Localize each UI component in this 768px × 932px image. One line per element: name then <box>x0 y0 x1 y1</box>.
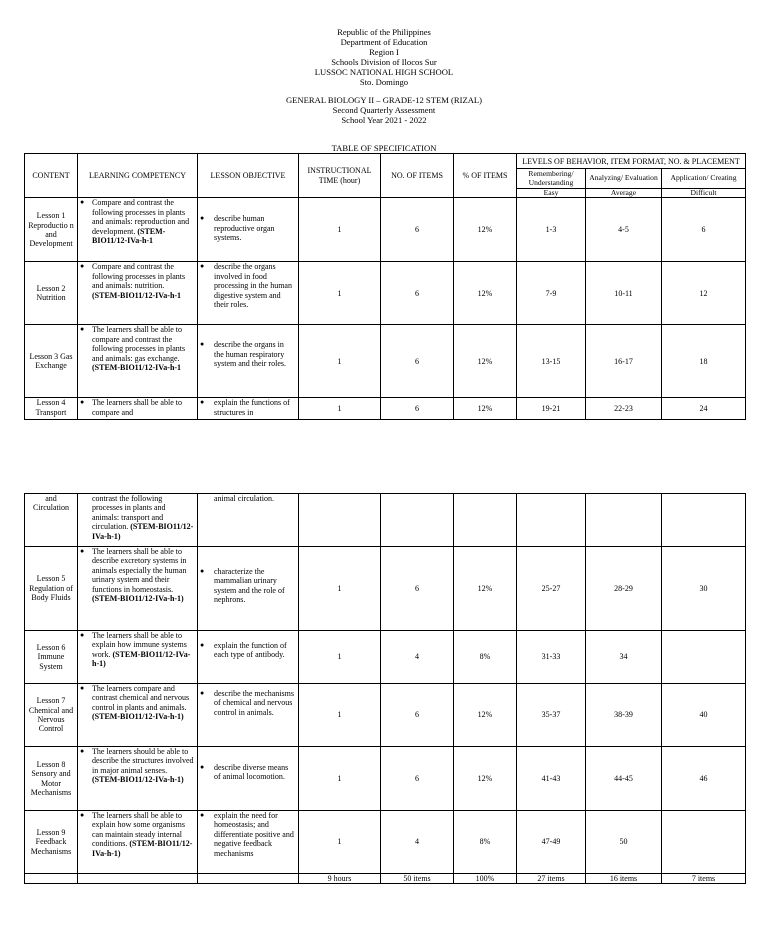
row-content: Lesson 3 Gas Exchange <box>25 325 78 398</box>
col-header-easy: Easy <box>517 189 586 198</box>
row-content: Lesson 2 Nutrition <box>25 262 78 325</box>
row-percent: 12% <box>454 325 517 398</box>
objective-item: ● describe the organs in the human respiratory system and their roles. <box>198 340 298 368</box>
col-header-competency: LEARNING COMPETENCY <box>78 154 198 198</box>
row-items: 6 <box>381 747 454 811</box>
total-percent: 100% <box>454 874 517 884</box>
competency-item: contrast the following processes in plants and animals: transport and circulation. (STEM-BIO11/12-IVa-h-1) <box>92 494 194 541</box>
row-difficult: 46 <box>662 747 746 811</box>
row-easy: 35-37 <box>517 684 586 747</box>
row-easy: 47-49 <box>517 811 586 874</box>
objective-item: ● describe the organs involved in food processing in the human digestive system and their roles. <box>198 262 298 309</box>
col-header-difficult: Difficult <box>662 189 746 198</box>
competency-item: ● The learners compare and contrast chemical and nervous control in plants and animals. (STEM-BIO11/12-IVa-h-1) <box>78 684 197 722</box>
row-percent: 8% <box>454 631 517 684</box>
col-header-items: NO. OF ITEMS <box>381 154 454 198</box>
table-row <box>25 494 746 547</box>
competency-item: ● The learners shall be able to compare and <box>78 398 197 417</box>
competency-item: ● The learners shall be able to describe excretory systems in animals especially the human urinary system and their functions in homeostasis. (STEM-BIO11/12-IVa-h-1) <box>78 547 197 603</box>
row-items: 6 <box>381 325 454 398</box>
row-items: 4 <box>381 631 454 684</box>
document-header <box>0 27 768 125</box>
row-time: 1 <box>299 684 381 747</box>
col-header-level-2: Analyzing/ Evaluation <box>586 169 662 189</box>
competency-code: (STEM-BIO11/12-IVa-h-1) <box>92 594 184 604</box>
row-average: 4-5 <box>586 198 662 262</box>
competency-item: ● The learners shall be able to compare and contrast the following processes in plants and animals: gas exchange. (STEM-BIO11/12-IVa-h-1 <box>78 325 197 372</box>
table-row <box>25 811 746 874</box>
competency-item: ● The learners shall be able to explain how some organisms can maintain steady internal conditions. (STEM-BIO11/12-IVa-h-1) <box>78 811 197 858</box>
total-time: 9 hours <box>299 874 381 884</box>
table-row <box>25 631 746 684</box>
row-time: 1 <box>299 747 381 811</box>
competency-item: ● Compare and contrast the following processes in plants and animals: nutrition. (STEM-BIO11/12-IVa-h-1 <box>78 262 197 300</box>
col-header-time: INSTRUCTIONAL TIME (hour) <box>299 154 381 198</box>
row-items: 6 <box>381 262 454 325</box>
row-percent: 8% <box>454 811 517 874</box>
row-content: Lesson 4 Transport <box>25 398 78 420</box>
row-average: 34 <box>586 631 662 684</box>
table-row <box>25 262 746 325</box>
row-difficult: 40 <box>662 684 746 747</box>
row-time: 1 <box>299 811 381 874</box>
total-average: 16 items <box>586 874 662 884</box>
total-easy: 27 items <box>517 874 586 884</box>
col-header-content: CONTENT <box>25 154 78 198</box>
table-title: TABLE OF SPECIFICATION <box>331 143 437 153</box>
specification-table-page-2 <box>24 493 746 884</box>
row-time: 1 <box>299 631 381 684</box>
competency-code: (STEM-BIO11/12-IVa-h-1) <box>92 712 184 722</box>
header-region: Region I <box>369 47 399 57</box>
row-average: 50 <box>586 811 662 874</box>
total-difficult: 7 items <box>662 874 746 884</box>
competency-item: ● Compare and contrast the following processes in plants and animals: reproduction and development. (STEM-BIO11/12-IVa-h-1 <box>78 198 197 245</box>
row-time: 1 <box>299 325 381 398</box>
header-department: Department of Education <box>340 37 428 47</box>
row-difficult: 24 <box>662 398 746 420</box>
row-items: 6 <box>381 398 454 420</box>
header-school: LUSSOC NATIONAL HIGH SCHOOL <box>314 67 454 77</box>
header-subject: GENERAL BIOLOGY II – GRADE-12 STEM (RIZAL) <box>285 95 483 105</box>
table-row <box>25 747 746 811</box>
table-row <box>25 547 746 631</box>
objective-item: ● explain the function of each type of antibody. <box>198 641 298 660</box>
competency-code: (STEM-BIO11/12-IVa-h-1 <box>92 226 166 246</box>
row-average: 44-45 <box>586 747 662 811</box>
row-easy: 1-3 <box>517 198 586 262</box>
row-time: 1 <box>299 198 381 262</box>
row-difficult: 6 <box>662 198 746 262</box>
competency-code: (STEM-BIO11/12-IVa-h-1) <box>92 649 191 669</box>
row-easy: 19-21 <box>517 398 586 420</box>
row-average: 38-39 <box>586 684 662 747</box>
row-items: 6 <box>381 684 454 747</box>
row-time: 1 <box>299 262 381 325</box>
row-easy: 7-9 <box>517 262 586 325</box>
competency-code: (STEM-BIO11/12-IVa-h-1) <box>92 522 194 541</box>
objective-item: ● explain the functions of structures in <box>198 398 298 417</box>
specification-table-page-1 <box>24 153 746 420</box>
header-assessment: Second Quarterly Assessment <box>332 105 436 115</box>
col-header-level-3: Application/ Creating <box>662 169 746 189</box>
row-items: 6 <box>381 198 454 262</box>
row-content: Lesson 6 Immune System <box>25 631 78 684</box>
competency-item: ● The learners should be able to describe the structures involved in major animal senses. (STEM-BIO11/12-IVa-h-1) <box>78 747 197 785</box>
row-difficult: 18 <box>662 325 746 398</box>
header-town: Sto. Domingo <box>359 77 409 87</box>
row-percent: 12% <box>454 747 517 811</box>
table-row <box>25 398 746 420</box>
col-header-objective: LESSON OBJECTIVE <box>198 154 299 198</box>
table-row <box>25 684 746 747</box>
objective-item: ● characterize the mammalian urinary system and the role of nephrons. <box>198 567 298 605</box>
competency-code: (STEM-BIO11/12-IVa-h-1 <box>92 290 182 300</box>
table-row <box>25 325 746 398</box>
objective-item: animal circulation. <box>214 494 274 503</box>
header-republic: Republic of the Philippines <box>337 27 431 37</box>
objective-item: ● describe the mechanisms of chemical and nervous control in animals. <box>198 689 298 717</box>
competency-code: (STEM-BIO11/12-IVa-h-1) <box>92 839 193 858</box>
row-percent: 12% <box>454 547 517 631</box>
row-easy: 31-33 <box>517 631 586 684</box>
row-percent: 12% <box>454 398 517 420</box>
header-school-year: School Year 2021 - 2022 <box>341 115 427 125</box>
row-easy: 25-27 <box>517 547 586 631</box>
objective-item: ● describe diverse means of animal locomotion. <box>198 763 298 782</box>
row-content: Lesson 1 Reproductio n and Development <box>25 198 78 262</box>
row-content: Lesson 8 Sensory and Motor Mechanisms <box>25 747 78 811</box>
row-easy: 41-43 <box>517 747 586 811</box>
row-difficult <box>662 811 746 874</box>
row-difficult: 12 <box>662 262 746 325</box>
row-average: 16-17 <box>586 325 662 398</box>
competency-code: (STEM-BIO11/12-IVa-h-1) <box>92 775 184 785</box>
competency-item: ● The learners shall be able to explain how immune systems work. (STEM-BIO11/12-IVa-h-1) <box>78 631 197 669</box>
objective-item: ● explain the need for homeostasis; and differentiate positive and negative feedback mechanisms <box>198 811 298 858</box>
totals-row <box>25 874 746 884</box>
row-average: 28-29 <box>586 547 662 631</box>
competency-code: (STEM-BIO11/12-IVa-h-1 <box>92 363 182 373</box>
row-easy: 13-15 <box>517 325 586 398</box>
col-header-levels: LEVELS OF BEHAVIOR, ITEM FORMAT, NO. & PLACEMENT <box>517 154 746 169</box>
row-items: 6 <box>381 547 454 631</box>
row-content: Lesson 9 Feedback Mechanisms <box>25 811 78 874</box>
row-difficult <box>662 631 746 684</box>
row-content: and Circulation <box>25 494 78 547</box>
header-division: Schools Division of Ilocos Sur <box>331 57 437 67</box>
col-header-average: Average <box>586 189 662 198</box>
row-items: 4 <box>381 811 454 874</box>
row-percent: 12% <box>454 262 517 325</box>
row-average: 22-23 <box>586 398 662 420</box>
total-items: 50 items <box>381 874 454 884</box>
row-content: Lesson 5 Regulation of Body Fluids <box>25 547 78 631</box>
row-average: 10-11 <box>586 262 662 325</box>
row-content: Lesson 7 Chemical and Nervous Control <box>25 684 78 747</box>
row-time: 1 <box>299 547 381 631</box>
col-header-percent: % OF ITEMS <box>454 154 517 198</box>
row-percent: 12% <box>454 198 517 262</box>
objective-item: ● describe human reproductive organ systems. <box>198 214 298 242</box>
row-difficult: 30 <box>662 547 746 631</box>
row-percent: 12% <box>454 684 517 747</box>
row-time: 1 <box>299 398 381 420</box>
table-row <box>25 198 746 262</box>
col-header-level-1: Remembering/ Understanding <box>517 169 586 189</box>
